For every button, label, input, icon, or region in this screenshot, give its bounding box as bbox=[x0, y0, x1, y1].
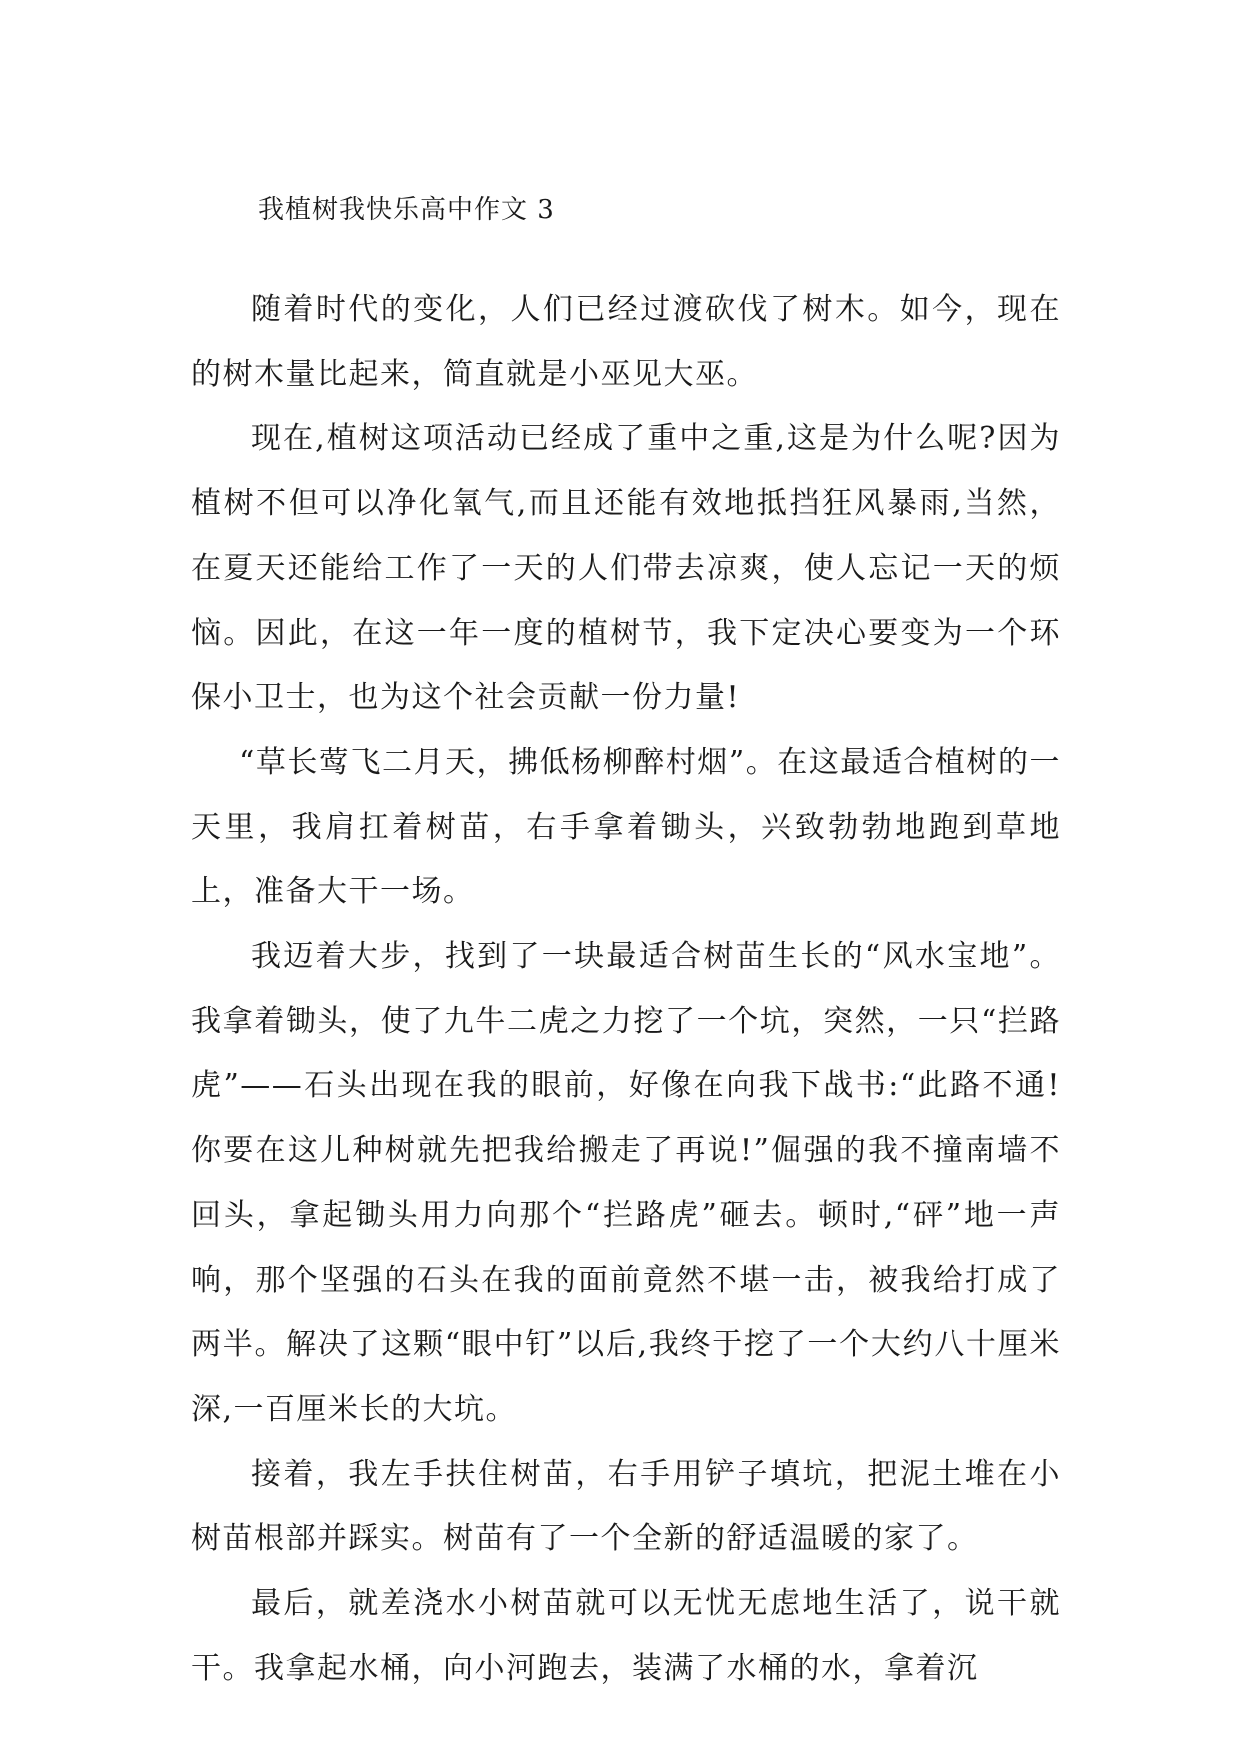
paragraph: 现在,植树这项活动已经成了重中之重,这是为什么呢?因为植树不但可以净化氧气,而且还能有效地抵挡狂风暴雨,当然，在夏天还能给工作了一天的人们带去凉爽，使人忘记一天的烦恼。因此，在这一年一度的植树节，我下定决心要变为一个环保小卫士，也为这个社会贡献一份力量! bbox=[191, 421, 1061, 716]
paragraph: 随着时代的变化，人们已经过渡砍伐了树木。如今，现在的树木量比起来，简直就是小巫见大巫。 bbox=[191, 292, 1061, 392]
paragraph: “草长莺飞二月天，拂低杨柳醉村烟”。在这最适合植树的一天里，我肩扛着树苗，右手拿着锄头，兴致勃勃地跑到草地上，准备大干一场。 bbox=[191, 744, 1061, 910]
paragraph: 接着，我左手扶住树苗，右手用铲子填坑，把泥土堆在小树苗根部并踩实。树苗有了一个全新的舒适温暖的家了。 bbox=[191, 1456, 1061, 1557]
document-title: 我植树我快乐高中作文 3 bbox=[258, 195, 555, 225]
document-body bbox=[191, 278, 1061, 1701]
paragraph: 最后，就差浇水小树苗就可以无忧无虑地生活了，说干就干。我拿起水桶，向小河跑去，装满了水桶的水，拿着沉 bbox=[191, 1586, 1061, 1686]
paragraph: 我迈着大步，找到了一块最适合树苗生长的“风水宝地”。我拿着锄头，使了九牛二虎之力挖了一个坑，突然，一只“拦路虎”——石头出现在我的眼前，好像在向我下战书:“此路不通!你要在这儿种树就先把我给搬走了再说!”倔强的我不撞南墙不回头，拿起锄头用力向那个“拦路虎”砸去。顿时,“砰”地一声响，那个坚强的石头在我的面前竟然不堪一击，被我给打成了两半。解决了这颗“眼中钉”以后,我终于挖了一个大约八十厘米深,一百厘米长的大坑。 bbox=[191, 939, 1061, 1427]
